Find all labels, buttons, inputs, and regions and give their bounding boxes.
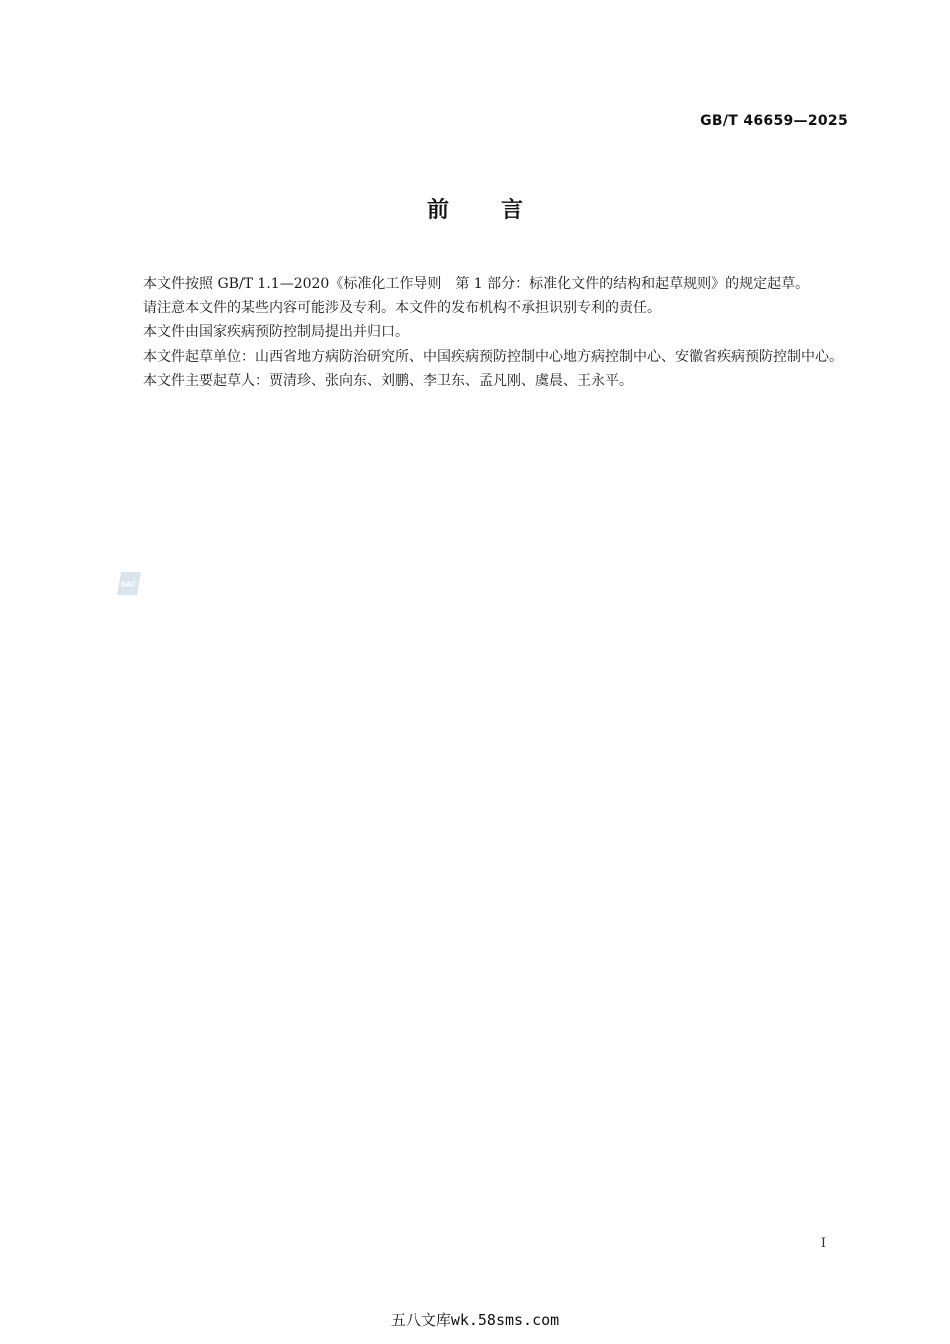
paragraph-proposer: 本文件由国家疾病预防控制局提出并归口。 [143,324,409,341]
paragraph-patent-notice: 请注意本文件的某些内容可能涉及专利。本文件的发布机构不承担识别专利的责任。 [143,300,661,317]
sac-logo-text: SAC [120,580,137,589]
standard-code: GB/T 46659—2025 [700,113,848,129]
page-title: 前言 [426,198,575,223]
foreword-body [113,272,849,393]
site-watermark: 五八文库wk.58sms.com [390,1311,560,1329]
paragraph-drafting-rules: 本文件按照 GB/T 1.1—2020《标准化工作导则 第 1 部分：标准化文件的结构和起草规则》的规定起草。 [143,276,810,292]
sac-logo-icon [116,571,142,596]
page-number: I [820,1236,826,1251]
paragraph-drafting-units: 本文件起草单位：山西省地方病防治研究所、中国疾病预防控制中心地方病控制中心、安徽省疾病预防控制中心。 [143,348,843,365]
paragraph-drafters: 本文件主要起草人：贾清珍、张向东、刘鹏、李卫东、孟凡刚、虞晨、王永平。 [143,372,633,389]
